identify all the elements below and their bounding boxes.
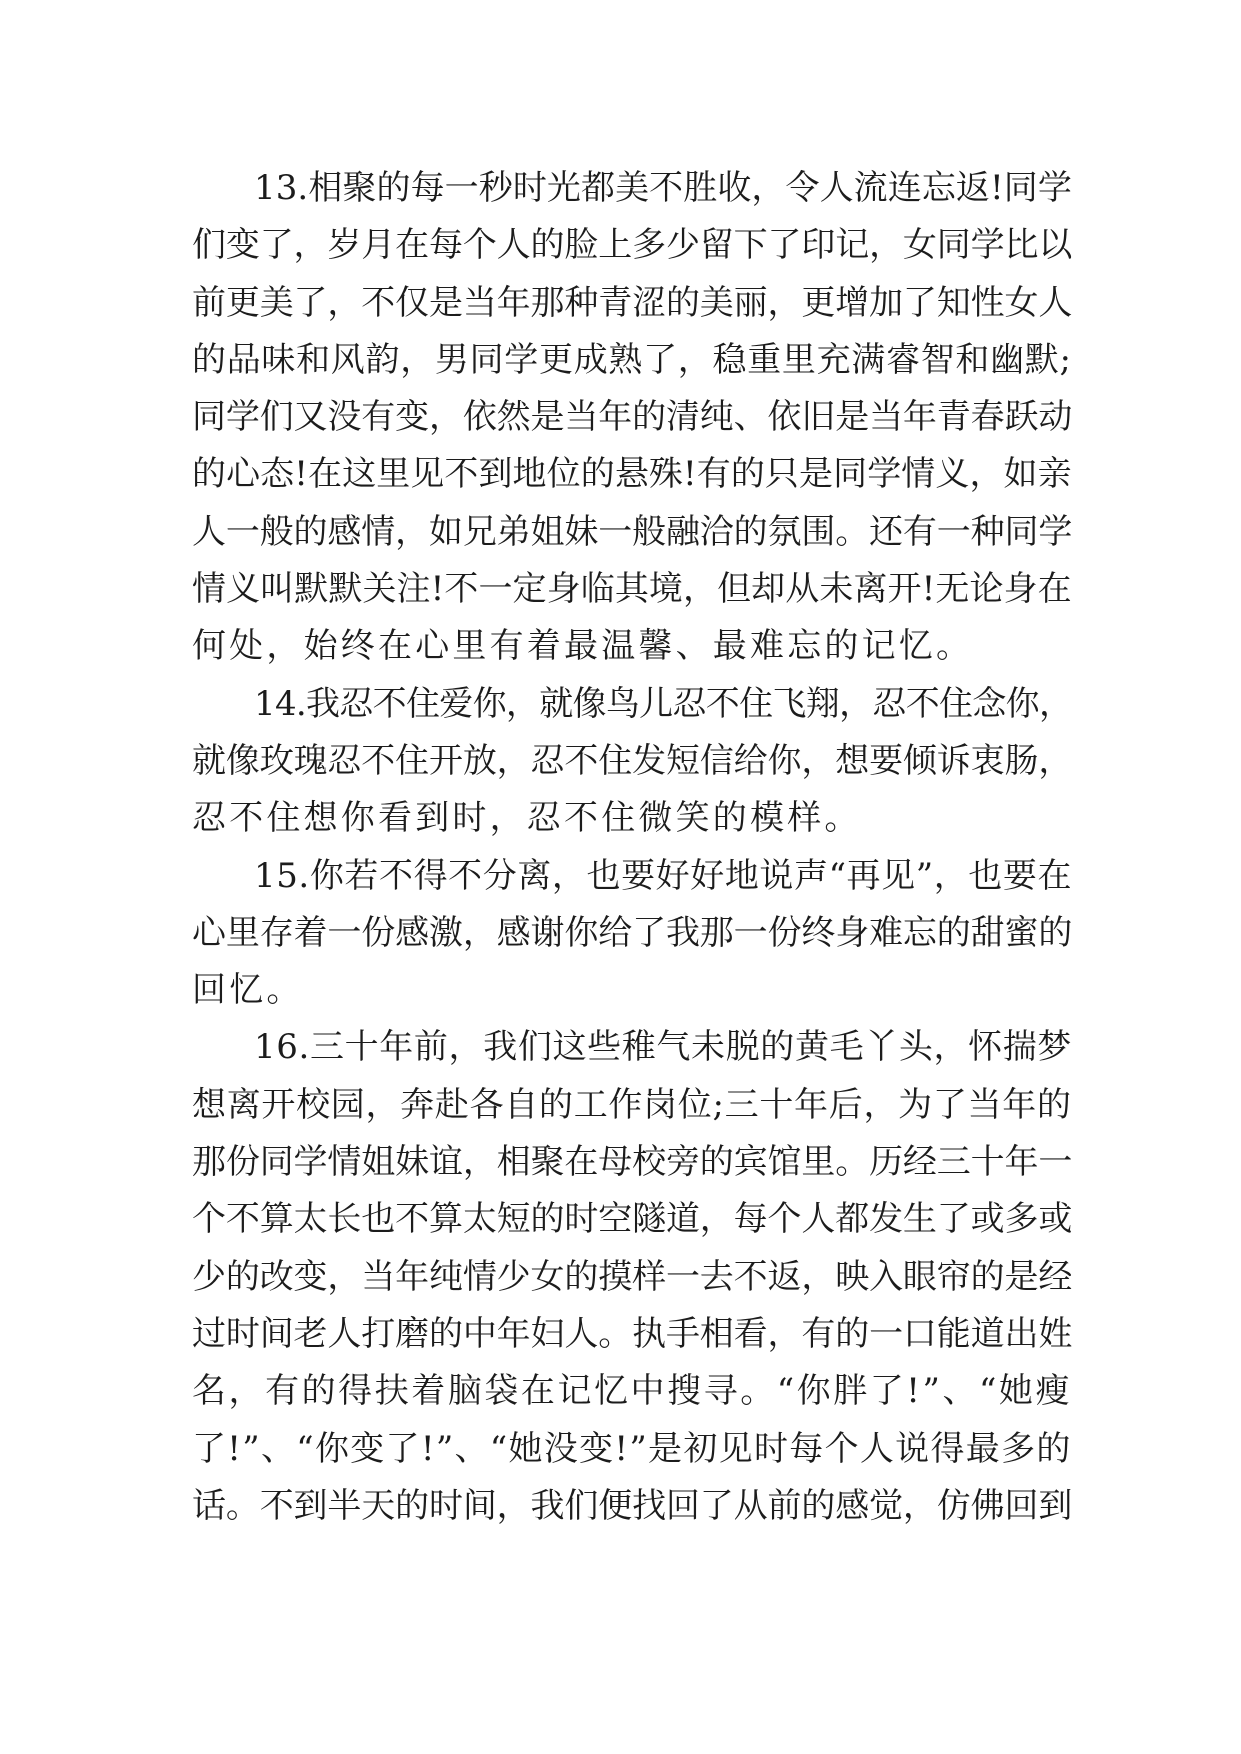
paragraph: [192, 1019, 1072, 1535]
paragraph: [192, 676, 1072, 848]
text-line: 个不算太长也不算太短的时空隧道，每个人都发生了或多或: [192, 1199, 1073, 1240]
text-line: 少的改变，当年纯情少女的摸样一去不返，映入眼帘的是经: [192, 1256, 1073, 1297]
text-line: 心里存着一份感激，感谢你给了我那一份终身难忘的甜蜜的: [192, 912, 1073, 953]
text-line: 那份同学情姐妹谊，相聚在母校旁的宾馆里。历经三十年一: [192, 1142, 1073, 1183]
text-line: 回忆。: [192, 970, 304, 1011]
text-line: 14.我忍不住爱你，就像鸟儿忍不住飞翔，忍不住念你，: [254, 683, 1073, 724]
text-line: 的心态!在这里见不到地位的悬殊!有的只是同学情义，如亲: [192, 454, 1072, 495]
text-line: 了!”、“你变了!”、“她没变!”是初见时每个人说得最多的: [192, 1428, 1072, 1469]
text-line: 就像玫瑰忍不住开放，忍不住发短信给你，想要倾诉衷肠，: [192, 740, 1073, 781]
text-line: 15.你若不得不分离，也要好好地说声“再见”，也要在: [254, 855, 1073, 896]
text-line: 的品味和风韵，男同学更成熟了，稳重里充满睿智和幽默;: [192, 339, 1072, 380]
text-line: 人一般的感情，如兄弟姐妹一般融洽的氛围。还有一种同学: [192, 511, 1073, 552]
paragraph: [192, 848, 1072, 1020]
text-line: 想离开校园，奔赴各自的工作岗位;三十年后，为了当年的: [192, 1084, 1072, 1125]
text-line: 何处，始终在心里有着最温馨、最难忘的记忆。: [192, 626, 974, 667]
text-line: 们变了，岁月在每个人的脸上多少留下了印记，女同学比以: [192, 225, 1073, 266]
document-body: [192, 160, 1072, 1535]
text-line: 13.相聚的每一秒时光都美不胜收，令人流连忘返!同学: [254, 168, 1072, 208]
text-line: 前更美了，不仅是当年那种青涩的美丽，更增加了知性女人: [192, 282, 1073, 323]
text-line: 过时间老人打磨的中年妇人。执手相看，有的一口能道出姓: [192, 1313, 1073, 1354]
text-line: 名，有的得扶着脑袋在记忆中搜寻。“你胖了!”、“她瘦: [192, 1371, 1073, 1412]
text-line: 情义叫默默关注!不一定身临其境，但却从未离开!无论身在: [192, 569, 1072, 610]
text-line: 同学们又没有变，依然是当年的清纯、依旧是当年青春跃动: [192, 397, 1073, 438]
text-line: 话。不到半天的时间，我们便找回了从前的感觉，仿佛回到: [192, 1485, 1073, 1526]
text-line: 16.三十年前，我们这些稚气未脱的黄毛丫头，怀揣梦: [254, 1027, 1073, 1068]
paragraph: [192, 160, 1072, 676]
text-line: 忍不住想你看到时，忍不住微笑的模样。: [192, 798, 862, 839]
